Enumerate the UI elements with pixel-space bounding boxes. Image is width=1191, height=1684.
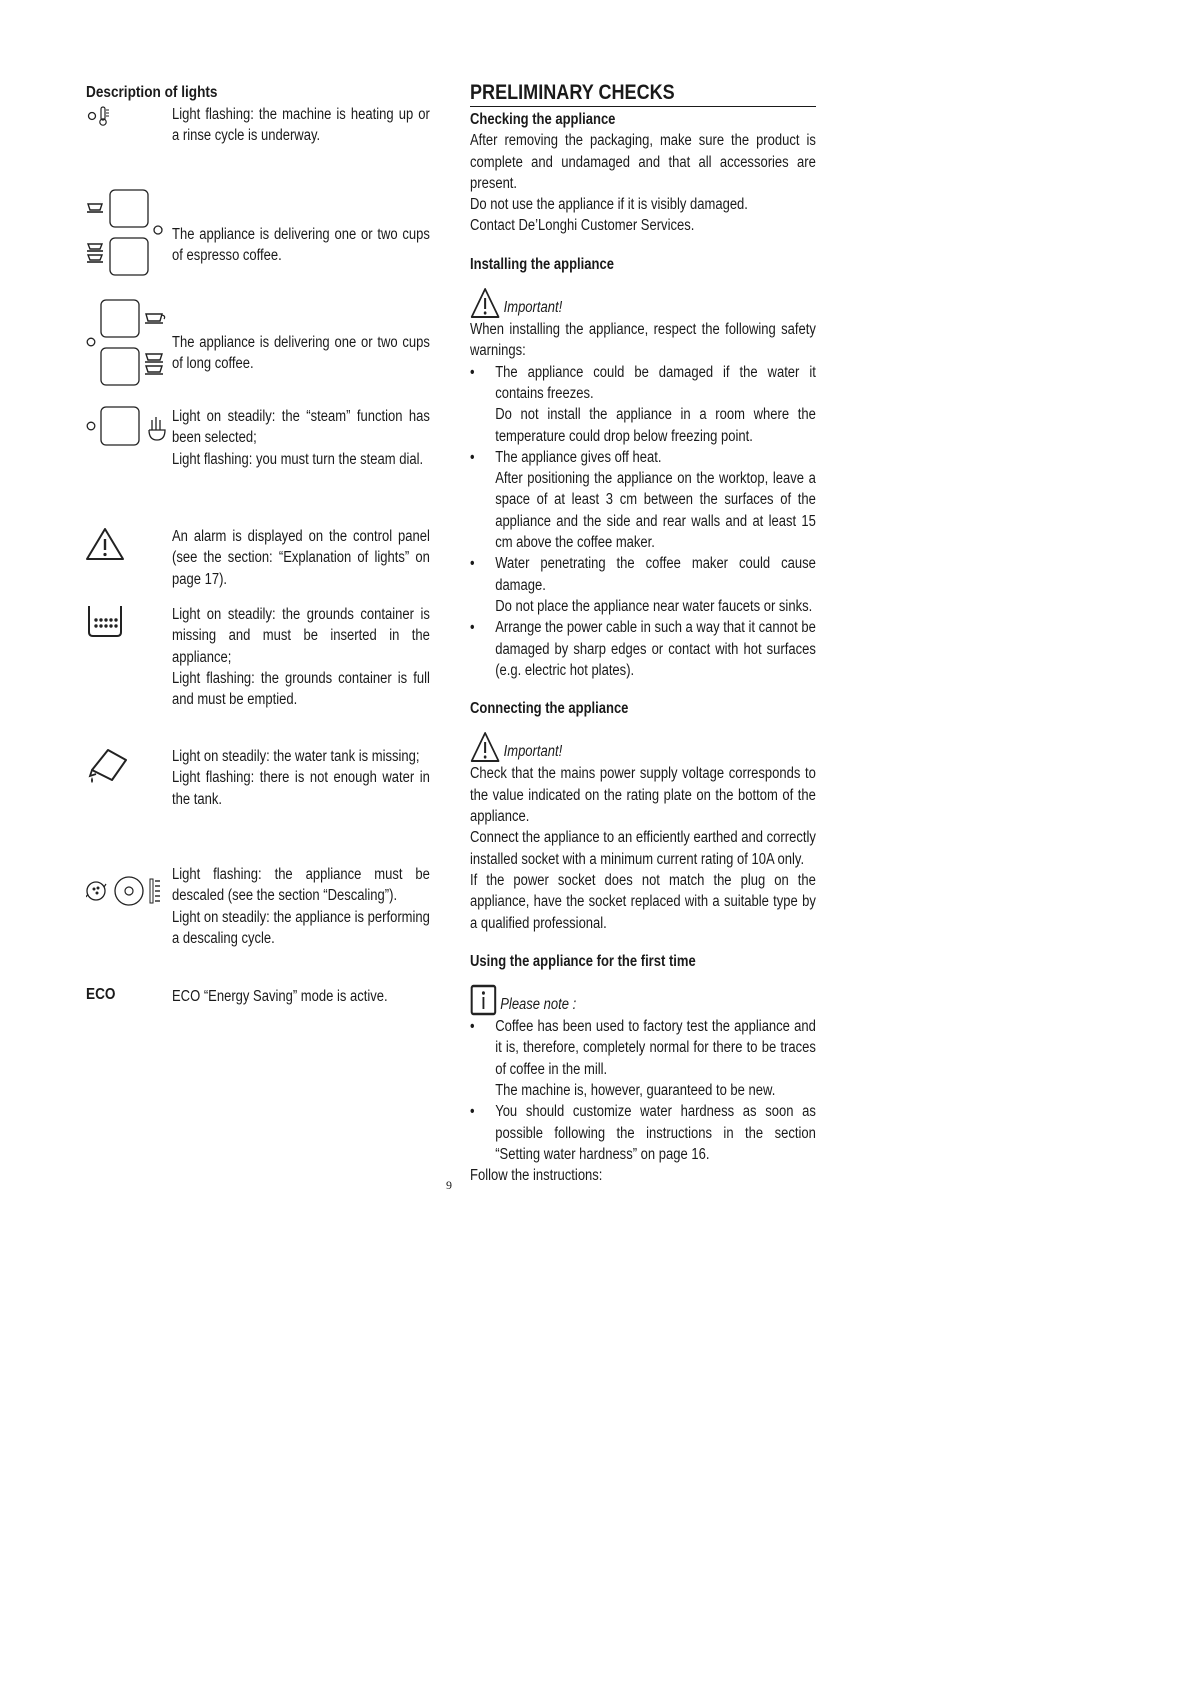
connecting-heading: Connecting the appliance — [470, 700, 629, 718]
espresso-buttons-icon — [86, 188, 172, 278]
grounds-container-icon — [86, 604, 172, 638]
checking-paragraph: After removing the packaging, make sure the product is complete and undamaged and that all accessories are present. — [470, 132, 816, 192]
water-tank-icon — [86, 746, 172, 786]
light-description: Light flashing: the appliance must be descaled (see the section “Descaling”). — [172, 866, 430, 905]
important-note — [470, 285, 816, 319]
light-description: Light flashing: there is not enough water in the tank. — [172, 769, 430, 808]
note-label: Please note : — [500, 995, 577, 1013]
list-item: • You should customize water hardness as soon as possible following the instructions in the section “Setting water hardness” on page 16. — [470, 1101, 816, 1165]
light-description: ECO “Energy Saving” mode is active. — [172, 988, 388, 1005]
connecting-section — [470, 698, 816, 934]
list-item: • The appliance could be damaged if the water it contains freezes. Do not install the appliance in a room where the temperature could drop below freezing point. — [470, 362, 816, 447]
light-description: The appliance is delivering one or two cups of espresso coffee. — [172, 226, 430, 265]
connecting-paragraph: Connect the appliance to an efficiently earthed and correctly installed socket with a minimum current rating of 10A only. — [470, 829, 816, 868]
installing-section — [470, 254, 816, 681]
connecting-paragraph: If the power socket does not match the plug on the appliance, have the socket replaced with a suitable type by a qualified professional. — [470, 871, 816, 932]
light-description: Light on steadily: the water tank is missing; — [172, 748, 420, 765]
warning-icon — [470, 287, 500, 319]
thermometer-light-icon — [86, 104, 172, 128]
long-coffee-buttons-icon — [86, 298, 172, 388]
alarm-icon — [86, 526, 172, 562]
light-description: Light on steadily: the grounds container is missing and must be inserted in the appliance; — [172, 606, 430, 666]
checking-paragraph: Contact De’Longhi Customer Services. — [470, 217, 695, 235]
page-number: 9 — [446, 1178, 452, 1192]
checking-section — [470, 109, 816, 237]
connecting-paragraph: Check that the mains power supply voltage corresponds to the value indicated on the rating plate on the bottom of the appliance. — [470, 765, 816, 826]
light-description: Light flashing: the machine is heating up or a rinse cycle is underway. — [172, 106, 430, 145]
list-item: • Arrange the power cable in such a way that it cannot be damaged by sharp edges or contact with hot surfaces (e.g. electric hot plates). — [470, 617, 816, 681]
light-description: Light on steadily: the “steam” function has been selected; — [172, 408, 430, 447]
list-item: • Coffee has been used to factory test the appliance and it is, therefore, completely normal for there to be traces of coffee in the mill. The machine is, however, guaranteed to be new. — [470, 1016, 816, 1101]
light-description: An alarm is displayed on the control panel (see the section: “Explanation of lights” on page 17). — [172, 528, 430, 588]
info-note — [470, 982, 816, 1016]
checking-paragraph: Do not use the appliance if it is visibly damaged. — [470, 196, 748, 214]
first-time-notes — [470, 1016, 816, 1165]
light-row-espresso — [86, 188, 430, 278]
light-description: Light flashing: the grounds container is full and must be emptied. — [172, 669, 430, 709]
lights-heading: Description of lights — [86, 84, 218, 101]
installing-heading: Installing the appliance — [470, 255, 614, 273]
installing-warnings — [470, 362, 816, 681]
light-description: The appliance is delivering one or two cups of long coffee. — [172, 334, 430, 373]
light-description: Light on steadily: the appliance is performing a descaling cycle. — [172, 908, 430, 947]
descale-icon — [86, 874, 172, 908]
list-item: • Water penetrating the coffee maker could cause damage. Do not place the appliance near water faucets or sinks. — [470, 553, 816, 617]
important-note — [470, 729, 816, 763]
warning-icon — [470, 731, 500, 763]
installing-intro: When installing the appliance, respect the following safety warnings: — [470, 321, 816, 360]
list-item: • The appliance gives off heat. After positioning the appliance on the worktop, leave a space of at least 3 cm between the surfaces of the appliance and the side and rear walls and at least 15 cm above the coffee maker. — [470, 447, 816, 553]
preliminary-checks-column — [470, 80, 816, 1186]
checking-heading: Checking the appliance — [470, 111, 616, 128]
important-label: Important! — [503, 743, 563, 761]
steam-button-icon — [86, 406, 172, 448]
page-title: PRELIMINARY CHECKS — [470, 80, 816, 107]
light-row-long-coffee — [86, 298, 430, 388]
first-time-outro: Follow the instructions: — [470, 1167, 603, 1185]
first-time-heading: Using the appliance for the first time — [470, 952, 696, 970]
important-label: Important! — [503, 298, 563, 316]
first-time-section — [470, 951, 816, 1187]
info-icon — [470, 984, 497, 1016]
light-description: Light flashing: you must turn the steam dial. — [172, 450, 424, 468]
eco-label: ECO — [86, 986, 116, 1003]
